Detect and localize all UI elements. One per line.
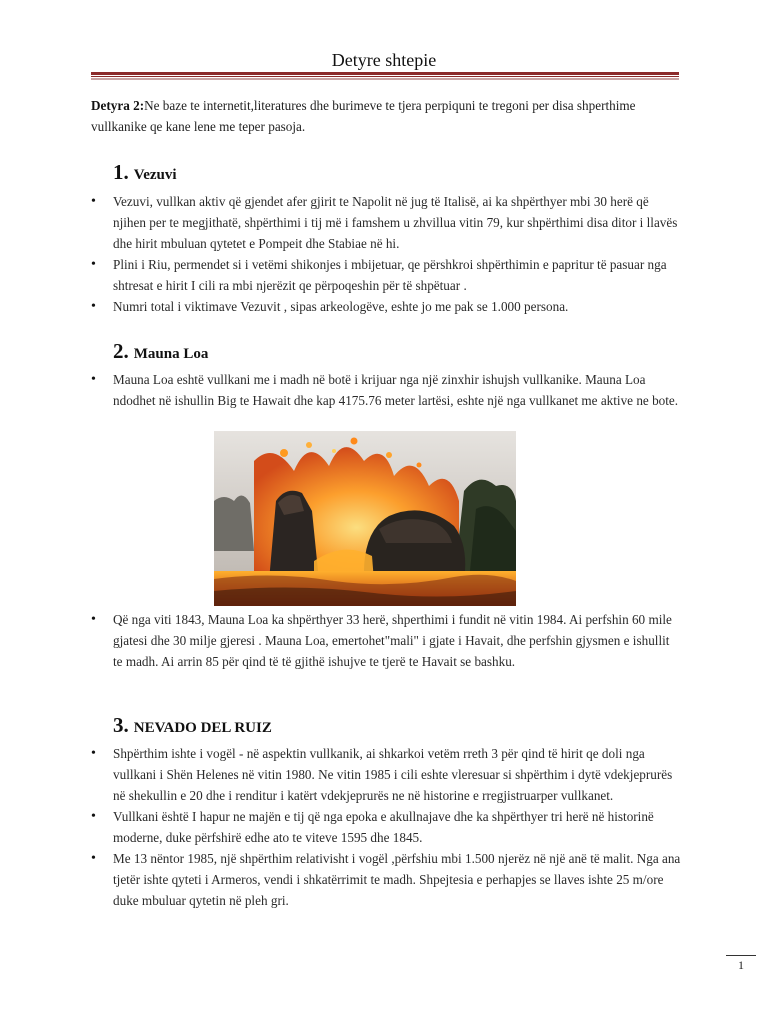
page-number: 1: [738, 958, 744, 972]
section-number: 2.: [113, 339, 129, 363]
list-item: • Mauna Loa eshtë vullkani me i madh në botë i krijuar nga një zinxhir ishujsh vullkanike. Mauna Loa ndodhet në ishullin Big te Hawait dhe kap 4175.76 meter lartësi, eshte një nga vullkanet me aktive ne bote.: [91, 369, 681, 411]
section-list-vezuvi: [91, 191, 681, 317]
section-number: 3.: [113, 713, 129, 737]
list-item: • Që nga viti 1843, Mauna Loa ka shpërthyer 33 herë, shperthimi i fundit në vitin 1984. Ai perfshin 60 mile gjatesi dhe 30 milje gjeresi . Mauna Loa, emertohet"mali" i gjate i Havait, dhe perfshin gjysmen e ishullit te madh. Ai arrin 85 për qind të të gjithë ishujve te tjerë te Havait se bashku.: [91, 609, 681, 672]
list-item: • Vullkani është I hapur ne majën e tij që nga epoka e akullnajave dhe ka shpërthyer tri herë në historinë moderne, duke përfshirë edhe ato te viteve 1595 dhe 1845.: [91, 806, 681, 848]
section-list-nevado-del-ruiz: [91, 743, 681, 911]
volcano-lava-photo: [214, 431, 516, 606]
page-number-divider: [726, 955, 756, 956]
list-item: • Numri total i viktimave Vezuvit , sipas arkeologëve, eshte jo me pak se 1.000 persona.: [91, 296, 681, 317]
title-divider: [91, 72, 679, 80]
list-item: • Me 13 nëntor 1985, një shpërthim relativisht i vogël ,përfshiu mbi 1.500 njerëz në një anë të malit. Nga ana tjetër ishte qyteti i Armeros, vendi i shkatërrimit te madh. Shpejtesia e perhapjes se llaves ishte 25 m/ore duke mbuluar qytetin në pleh gri.: [91, 848, 681, 911]
task-label: Detyra 2:: [91, 98, 145, 113]
section-list-mauna-loa: [91, 369, 681, 411]
section-title: Vezuvi: [133, 167, 177, 183]
section-title: NEVADO DEL RUIZ: [133, 720, 272, 736]
list-item: • Plini i Riu, permendet si i vetëmi shikonjes i mbijetuar, qe përshkroi shpërthimin e papritur të pasuar nga shtresat e hirit I cili ra mbi njerëzit qe përpoqeshin për të shpëtuar .: [91, 254, 681, 296]
task-paragraph: [91, 95, 681, 137]
list-item: • Vezuvi, vullkan aktiv që gjendet afer gjirit te Napolit në jug të Italisë, ai ka shpërthyer mbi 30 herë që njihen per te megjithatë, shpërthimi i tij më i famshem u zhvillua vitin 79, kur shpërthimi disa ditor i llavës dhe hirit mbuluan qytetet e Pompeit dhe Stabiae në hi.: [91, 191, 681, 254]
task-text: Ne baze te internetit,literatures dhe burimeve te tjera perpiquni te tregoni per disa shperthime vullkanike qe kane lene me teper pasoja.: [91, 98, 636, 134]
section-title: Mauna Loa: [133, 346, 209, 362]
section-number: 1.: [113, 160, 129, 184]
section-heading-mauna-loa: [113, 339, 208, 364]
page-title: Detyre shtepie: [331, 50, 437, 70]
section-list-mauna-loa-continued: [91, 609, 681, 672]
section-heading-vezuvi: [113, 160, 177, 185]
list-item: • Shpërthim ishte i vogël - në aspektin vullkanik, ai shkarkoi vetëm rreth 3 për qind të hirit qe doli nga vullkani i Shën Helenes në vitin 1980. Ne vitin 1985 i cili eshte vleresuar si shpërthim i dytë vdekjeprurës në shekullin e 20 dhe i renditur i katërt vdekjeprurës ne në historine e rregjistruarper vullkanet.: [91, 743, 681, 806]
section-heading-nevado-del-ruiz: [113, 713, 272, 738]
